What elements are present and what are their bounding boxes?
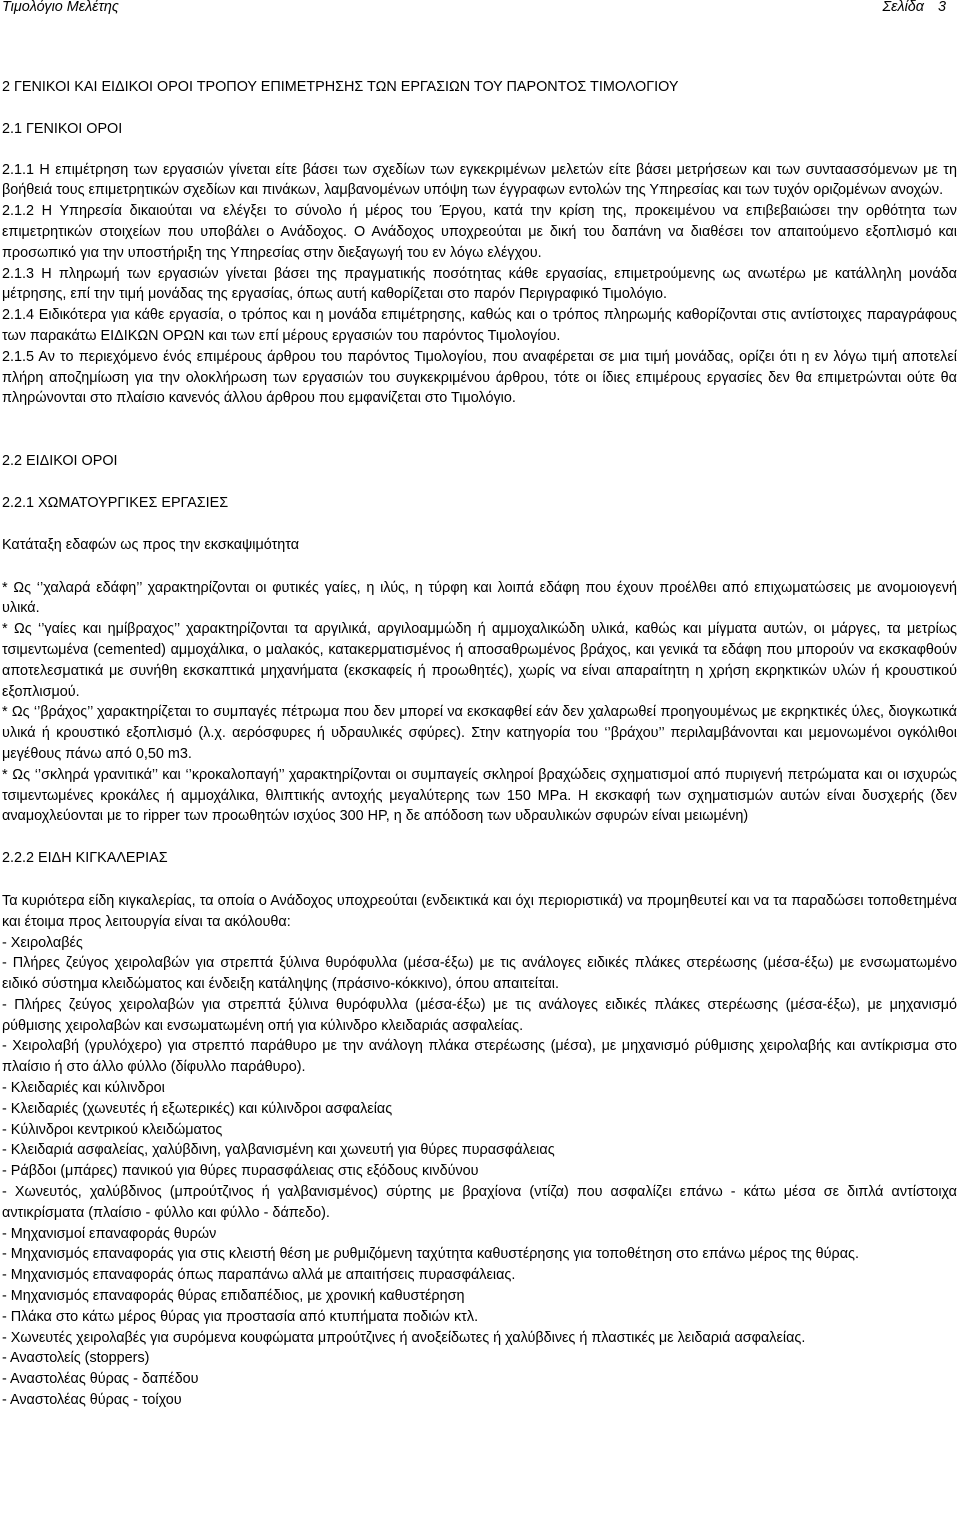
paragraph-2-1-5: 2.1.5 Αν το περιεχόμενο ένός επιμέρους άρθρου του παρόντος Τιμολογίου, που αναφέρεται σε μια τιμή μονάδας, ορίζει ότι η εν λόγω τιμή αποτελεί πλήρη αποζημίωση για την ολοκλήρωση των εργασιών του συγκεκριμένου άρθρου, τότε οι ίδιες επιμέρους εργασίες δεν θα επιμετρώνται ούτε θα πληρώνονται στο πλαίσιο κανενός άλλου άρθρου που εμφανίζεται στο Τιμολόγιο. xyxy=(2,348,957,407)
page-indicator xyxy=(883,0,946,18)
soil-classification-subtitle: Κατάταξη εδαφών ως προς την εκσκαψιμότητα xyxy=(2,536,300,553)
paragraph-2-1-1: 2.1.1 Η επιμέτρηση των εργασιών γίνεται είτε βάσει των σχεδίων των εγκεκριμένων μελετών είτε βάσει μετρήσεων και των συνταασσόμενων με τη βοήθειά τους επιμετρητικών σχεδίων και πινάκων, λαμβανομένων υπόψη των έγγραφων εντολών της Υπηρεσίας και των τυχόν οριζομένων ανοχών. xyxy=(2,161,957,199)
list-item: - Αναστολέας θύρας - δαπέδου xyxy=(2,1371,199,1388)
section-2-1-heading: 2.1 ΓΕΝΙΚΟΙ ΟΡΟΙ xyxy=(2,120,123,137)
list-item: - Χειρολαβή (γρυλόχερο) για στρεπτό παράθυρο με την ανάλογη πλάκα στερέωσης (μέσα), με μηχανισμό ρύθμισης χειρολαβής και αντίκρισμα στο πλαίσιο ή στο άλλο φύλλο (δίφυλλο παράθυρο). xyxy=(2,1038,957,1076)
hardware-intro-paragraph: Τα κυριότερα είδη κιγκαλερίας, τα οποία ο Ανάδοχος υποχρεούται (ενδεικτικά και όχι περιοριστικά) να προμηθευτεί και να τα παραδώσει τοποθετημένα και έτοιμα προς λειτουργία είναι τα ακόλουθα: xyxy=(2,892,957,930)
list-item: - Χειρολαβές xyxy=(2,934,83,951)
list-item: - Πλάκα στο κάτω μέρος θύρας για προστασία από κτυπήματα ποδιών κτλ. xyxy=(2,1308,479,1325)
list-item: - Πλήρες ζεύγος χειρολαβών για στρεπτά ξύλινα θυρόφυλλα (μέσα-έξω) με τις ανάλογες ειδικές πλάκες στερέωσης (μέσα-έξω) με ενσωματωμένο ειδικό σύστημα κλειδώματος και ένδειξη κατάληψης (πράσινο-κόκκινο), όπου απαιτείται. xyxy=(2,955,957,993)
paragraph-2-1-4: 2.1.4 Ειδικότερα για κάθε εργασία, ο τρόπος και η μονάδα επιμέτρησης, καθώς και ο τρόπος πληρωμής καθορίζονται στις αντίστοιχες παραγράφους των παρακάτω ΕΙΔΙΚΩΝ ΟΡΩΝ και των επί μέρους εργασιών του παρόντος Τιμολογίου. xyxy=(2,307,957,344)
paragraph-2-1-3: 2.1.3 Η πληρωμή των εργασιών γίνεται βάσει της πραγματικής ποσότητας κάθε εργασίας, επιμετρούμενης ως ανωτέρω με κατάλληλη μονάδα μέτρησης, επί την τιμή μονάδας της εργασίας, όπως αυτή καθορίζεται στο παρόν Περιγραφικό Τιμολόγιο. xyxy=(2,265,957,303)
hard-granite-paragraph: * Ως ‘’σκληρά γρανιτικά’’ και ‘’κροκαλοπαγή’’ χαρακτηρίζονται οι συμπαγείς σκληροί βραχώδεις σχηματισμοί από πυριγενή πετρώματα και οι ισχυρώς τσιμεντωμένες κροκάλες ή αμμοχάλικα, θλιπτικής αντοχής μεγαλύτερης των 150 MPa. Η εκσκαφή των σχηματισμών αυτών είναι δυσχερής (δεν αναμοχλεύονται με το ripper των προωθητών ισχύος 300 HP, η δε απόδοση των υδραυλικών σφυρών είναι μειωμένη) xyxy=(2,766,957,825)
list-item: - Ράβδοι (μπάρες) πανικού για θύρες πυρασφάλειας στις εξόδους κινδύνου xyxy=(2,1163,479,1180)
section-2-2-2-heading: 2.2.2 ΕΙΔΗ ΚΙΓΚΑΛΕΡΙΑΣ xyxy=(2,850,168,867)
section-2-2-1-heading: 2.2.1 ΧΩΜΑΤΟΥΡΓΙΚΕΣ ΕΡΓΑΣΙΕΣ xyxy=(2,494,229,511)
earth-semirock-paragraph: * Ως ‘’γαίες και ημίβραχος’’ χαρακτηρίζονται τα αργιλικά, αργιλοαμμώδη ή αμμοχαλικώδη υλικά, καθώς και μίγματα αυτών, οι μάργες, τα μετρίως τσιμεντωμένα (cemented) αμμοχάλικα, ο μαλακός, κατακερματισμένος ή αποσαθρωμένος βράχος, και γενικά τα εδάφη που μπορούν να εκσκαφθούν αποτελεσματικά με συνήθη εκσκαπτικά μηχανήματα (εκσκαφείς ή προωθητές), χωρίς να είναι απαραίτητη η χρήση εκρηκτικών υλών ή κρουστικού εξοπλισμού. xyxy=(2,621,957,700)
list-item: - Κλειδαριές και κύλινδροι xyxy=(2,1080,165,1097)
list-item: - Μηχανισμός επαναφοράς όπως παραπάνω αλλά με απαιτήσεις πυρασφάλειας. xyxy=(2,1267,516,1284)
list-item: - Κλειδαριά ασφαλείας, χαλύβδινη, γαλβανισμένη και χωνευτή για θύρες πυρασφάλειας xyxy=(2,1142,555,1159)
page-label: Σελίδα xyxy=(882,0,924,15)
list-item: - Πλήρες ζεύγος χειρολαβών για στρεπτά ξύλινα θυρόφυλλα (μέσα-έξω) με τις ανάλογες ειδικές πλάκες στερέωσης (μέσα-έξω), με μηχανισμό ρύθμισης χειρολαβών και ενσωματωμένη οπή για κύλινδρο κλειδαριάς ασφαλείας. xyxy=(2,996,957,1034)
list-item: - Μηχανισμός επαναφοράς για στις κλειστή θέση με ρυθμιζόμενη ταχύτητα καθυστέρησης για τοποθέτηση στο επάνω μέρος της θύρας. xyxy=(2,1246,859,1263)
section-2-2-heading: 2.2 ΕΙΔΙΚΟΙ ΟΡΟΙ xyxy=(2,453,118,470)
list-item: - Μηχανισμοί επαναφοράς θυρών xyxy=(2,1225,217,1242)
list-item: - Χωνευτές χειρολαβές για συρόμενα κουφώματα μπρούτζινες ή ανοξείδωτες ή χαλύβδινες ή πλαστικές με λειδαριά ασφαλείας. xyxy=(2,1329,806,1346)
list-item: - Αναστολέας θύρας - τοίχου xyxy=(2,1392,182,1409)
page-header xyxy=(2,0,946,18)
section-2-heading: 2 ΓΕΝΙΚΟΙ ΚΑΙ ΕΙΔΙΚΟΙ ΟΡΟΙ ΤΡΟΠΟΥ ΕΠΙΜΕΤΡΗΣΗΣ ΤΩΝ ΕΡΓΑΣΙΩΝ ΤΟΥ ΠΑΡΟΝΤΟΣ ΤΙΜΟΛΟΓΙΟΥ xyxy=(2,79,679,95)
list-item: - Κύλινδροι κεντρικού κλειδώματος xyxy=(2,1121,223,1138)
list-item: - Μηχανισμός επαναφοράς θύρας επιδαπέδιος, με χρονική καθυστέρηση xyxy=(2,1288,465,1305)
rock-paragraph: * Ως ‘’βράχος’’ χαρακτηρίζεται το συμπαγές πέτρωμα που δεν μπορεί να εκσκαφθεί εάν δεν χαλαρωθεί προηγουμένως με εκρηκτικές ύλες, διογκωτικά υλικά ή κρουστικό εξοπλισμό (λ.χ. αερόσφυρες ή υδραυλικές σφύρες). Στην κατηγορία του ‘’βράχου’’ περιλαμβάνονται και μεμονωμένοι ογκόλιθοι μεγέθους πάνω από 0,50 m3. xyxy=(2,704,957,762)
document-title: Τιμολόγιο Μελέτης xyxy=(2,0,119,15)
list-item: - Χωνευτός, χαλύβδινος (μπρούτζινος ή γαλβανισμένος) σύρτης με βραχίονα (ντίζα) που ασφαλίζει επάνω - κάτω μέσα σε διπλά αντίστοιχα αντικρίσματα (πλαίσιο - φύλλο και φύλλο - δάπεδο). xyxy=(2,1184,957,1221)
loose-soils-paragraph: * Ως ‘’χαλαρά εδάφη’’ χαρακτηρίζονται οι φυτικές γαίες, η ιλύς, η τύρφη και λοιπά εδάφη που έχουν προέλθει από επιχωματώσεις με ανομοιογενή υλικά. xyxy=(2,579,957,617)
list-item: - Κλειδαριές (χωνευτές ή εξωτερικές) και κύλινδροι ασφαλείας xyxy=(2,1100,393,1117)
list-item: - Αναστολείς (stoppers) xyxy=(2,1350,150,1367)
page-number: 3 xyxy=(937,0,946,15)
hardware-list xyxy=(2,933,957,1411)
paragraph-2-1-2: 2.1.2 Η Υπηρεσία δικαιούται να ελέγξει το σύνολο ή μέρος του Έργου, κατά την κρίση της, προκειμένου να επιβεβαιώσει την ορθότητα των επιμετρητικών στοιχείων που υποβάλει ο Ανάδοχος. Ο Ανάδοχος υποχρεούται με δική του δαπάνη να διαθέσει τον απαιτούμενο εξοπλισμό και προσωπικό για την υποστήριξη της Υπηρεσίας στην διεξαγωγή του εν λόγω ελέγχου. xyxy=(2,203,957,261)
document-body xyxy=(2,77,957,1411)
